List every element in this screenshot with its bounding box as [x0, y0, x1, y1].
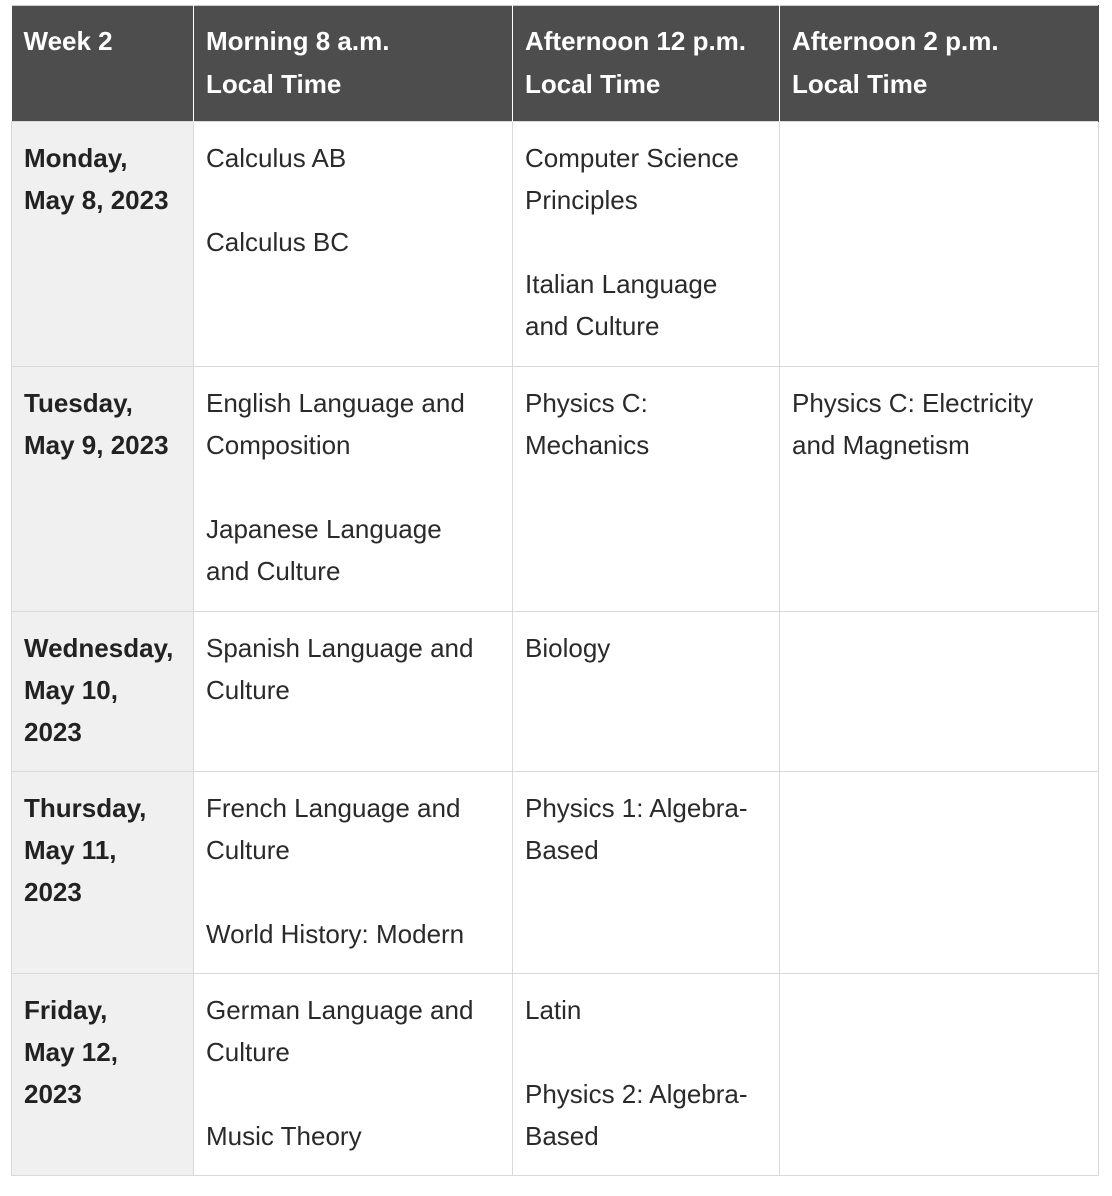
afternoon-2-cell	[780, 612, 1099, 772]
exam-entry	[206, 787, 500, 871]
afternoon-2-cell	[780, 122, 1099, 367]
exam-entry	[792, 382, 1086, 466]
table-row	[12, 367, 1099, 612]
day-cell	[12, 612, 194, 772]
day-line: Friday,	[24, 995, 108, 1025]
header-line: Local Time	[792, 69, 928, 99]
day-line: May 10,	[24, 675, 118, 705]
day-line: May 11,	[24, 835, 117, 865]
exam-line: Culture	[206, 835, 290, 865]
exam-entry	[206, 508, 500, 592]
exam-line: Based	[525, 835, 599, 865]
exam-entry	[525, 787, 767, 871]
header-line: Week 2	[23, 26, 113, 56]
exam-entry	[525, 627, 767, 669]
day-line: May 12,	[24, 1037, 118, 1067]
exam-line: Mechanics	[525, 430, 650, 460]
exam-line: Italian Language	[525, 269, 718, 299]
exam-line: Music Theory	[206, 1121, 362, 1151]
table-row	[12, 612, 1099, 772]
exam-entry	[206, 627, 500, 711]
header-week	[12, 6, 194, 122]
exam-line: Culture	[206, 1037, 290, 1067]
afternoon-2-cell	[780, 772, 1099, 974]
exam-entry	[525, 263, 767, 347]
exam-line: and Culture	[525, 311, 660, 341]
day-line: Monday,	[24, 143, 128, 173]
afternoon-12-cell	[513, 122, 780, 367]
exam-line: Biology	[525, 633, 611, 663]
exam-line: Composition	[206, 430, 351, 460]
day-line: 2023	[24, 1079, 82, 1109]
exam-entry	[206, 913, 500, 955]
day-cell	[12, 974, 194, 1176]
header-row	[12, 6, 1099, 122]
exam-entry	[206, 221, 500, 263]
header-morning	[194, 6, 513, 122]
header-line: Afternoon 12 p.m.	[525, 26, 747, 56]
table-row	[12, 772, 1099, 974]
header-afternoon-12	[513, 6, 780, 122]
table-row	[12, 122, 1099, 367]
exam-entry	[206, 989, 500, 1073]
exam-line: and Magnetism	[792, 430, 970, 460]
exam-entry	[525, 1073, 767, 1157]
exam-line: Culture	[206, 675, 290, 705]
exam-line: English Language and	[206, 388, 465, 418]
morning-cell	[194, 122, 513, 367]
afternoon-12-cell	[513, 367, 780, 612]
day-line: Tuesday,	[24, 388, 133, 418]
exam-line: Latin	[525, 995, 582, 1025]
exam-line: World History: Modern	[206, 919, 465, 949]
exam-line: Spanish Language and	[206, 633, 474, 663]
header-afternoon-2	[780, 6, 1099, 122]
table-row	[12, 974, 1099, 1176]
morning-cell	[194, 612, 513, 772]
afternoon-2-cell	[780, 367, 1099, 612]
day-line: May 9, 2023	[24, 430, 169, 460]
day-cell	[12, 122, 194, 367]
exam-line: Japanese Language	[206, 514, 442, 544]
exam-line: Physics C:	[525, 388, 648, 418]
exam-line: French Language and	[206, 793, 461, 823]
day-line: Wednesday,	[24, 633, 174, 663]
day-cell	[12, 772, 194, 974]
day-line: 2023	[24, 877, 82, 907]
morning-cell	[194, 367, 513, 612]
header-line: Afternoon 2 p.m.	[792, 26, 999, 56]
header-line: Morning 8 a.m.	[206, 26, 390, 56]
exam-schedule	[11, 5, 1098, 1176]
exam-line: Calculus BC	[206, 227, 350, 257]
exam-line: Computer Science	[525, 143, 739, 173]
afternoon-2-cell	[780, 974, 1099, 1176]
exam-entry	[206, 1115, 500, 1157]
afternoon-12-cell	[513, 974, 780, 1176]
header-line: Local Time	[525, 69, 661, 99]
day-line: May 8, 2023	[24, 185, 169, 215]
exam-line: Principles	[525, 185, 638, 215]
day-cell	[12, 367, 194, 612]
schedule-table	[11, 5, 1099, 1176]
header-line: Local Time	[206, 69, 342, 99]
exam-line: Based	[525, 1121, 599, 1151]
exam-entry	[525, 382, 767, 466]
exam-line: Physics 2: Algebra-	[525, 1079, 748, 1109]
exam-line: Calculus AB	[206, 143, 347, 173]
day-line: 2023	[24, 717, 82, 747]
afternoon-12-cell	[513, 612, 780, 772]
exam-entry	[525, 989, 767, 1031]
day-line: Thursday,	[24, 793, 147, 823]
exam-line: Physics C: Electricity	[792, 388, 1034, 418]
exam-line: and Culture	[206, 556, 341, 586]
exam-entry	[206, 137, 500, 179]
exam-line: German Language and	[206, 995, 474, 1025]
morning-cell	[194, 772, 513, 974]
exam-line: Physics 1: Algebra-	[525, 793, 748, 823]
afternoon-12-cell	[513, 772, 780, 974]
morning-cell	[194, 974, 513, 1176]
exam-entry	[206, 382, 500, 466]
exam-entry	[525, 137, 767, 221]
